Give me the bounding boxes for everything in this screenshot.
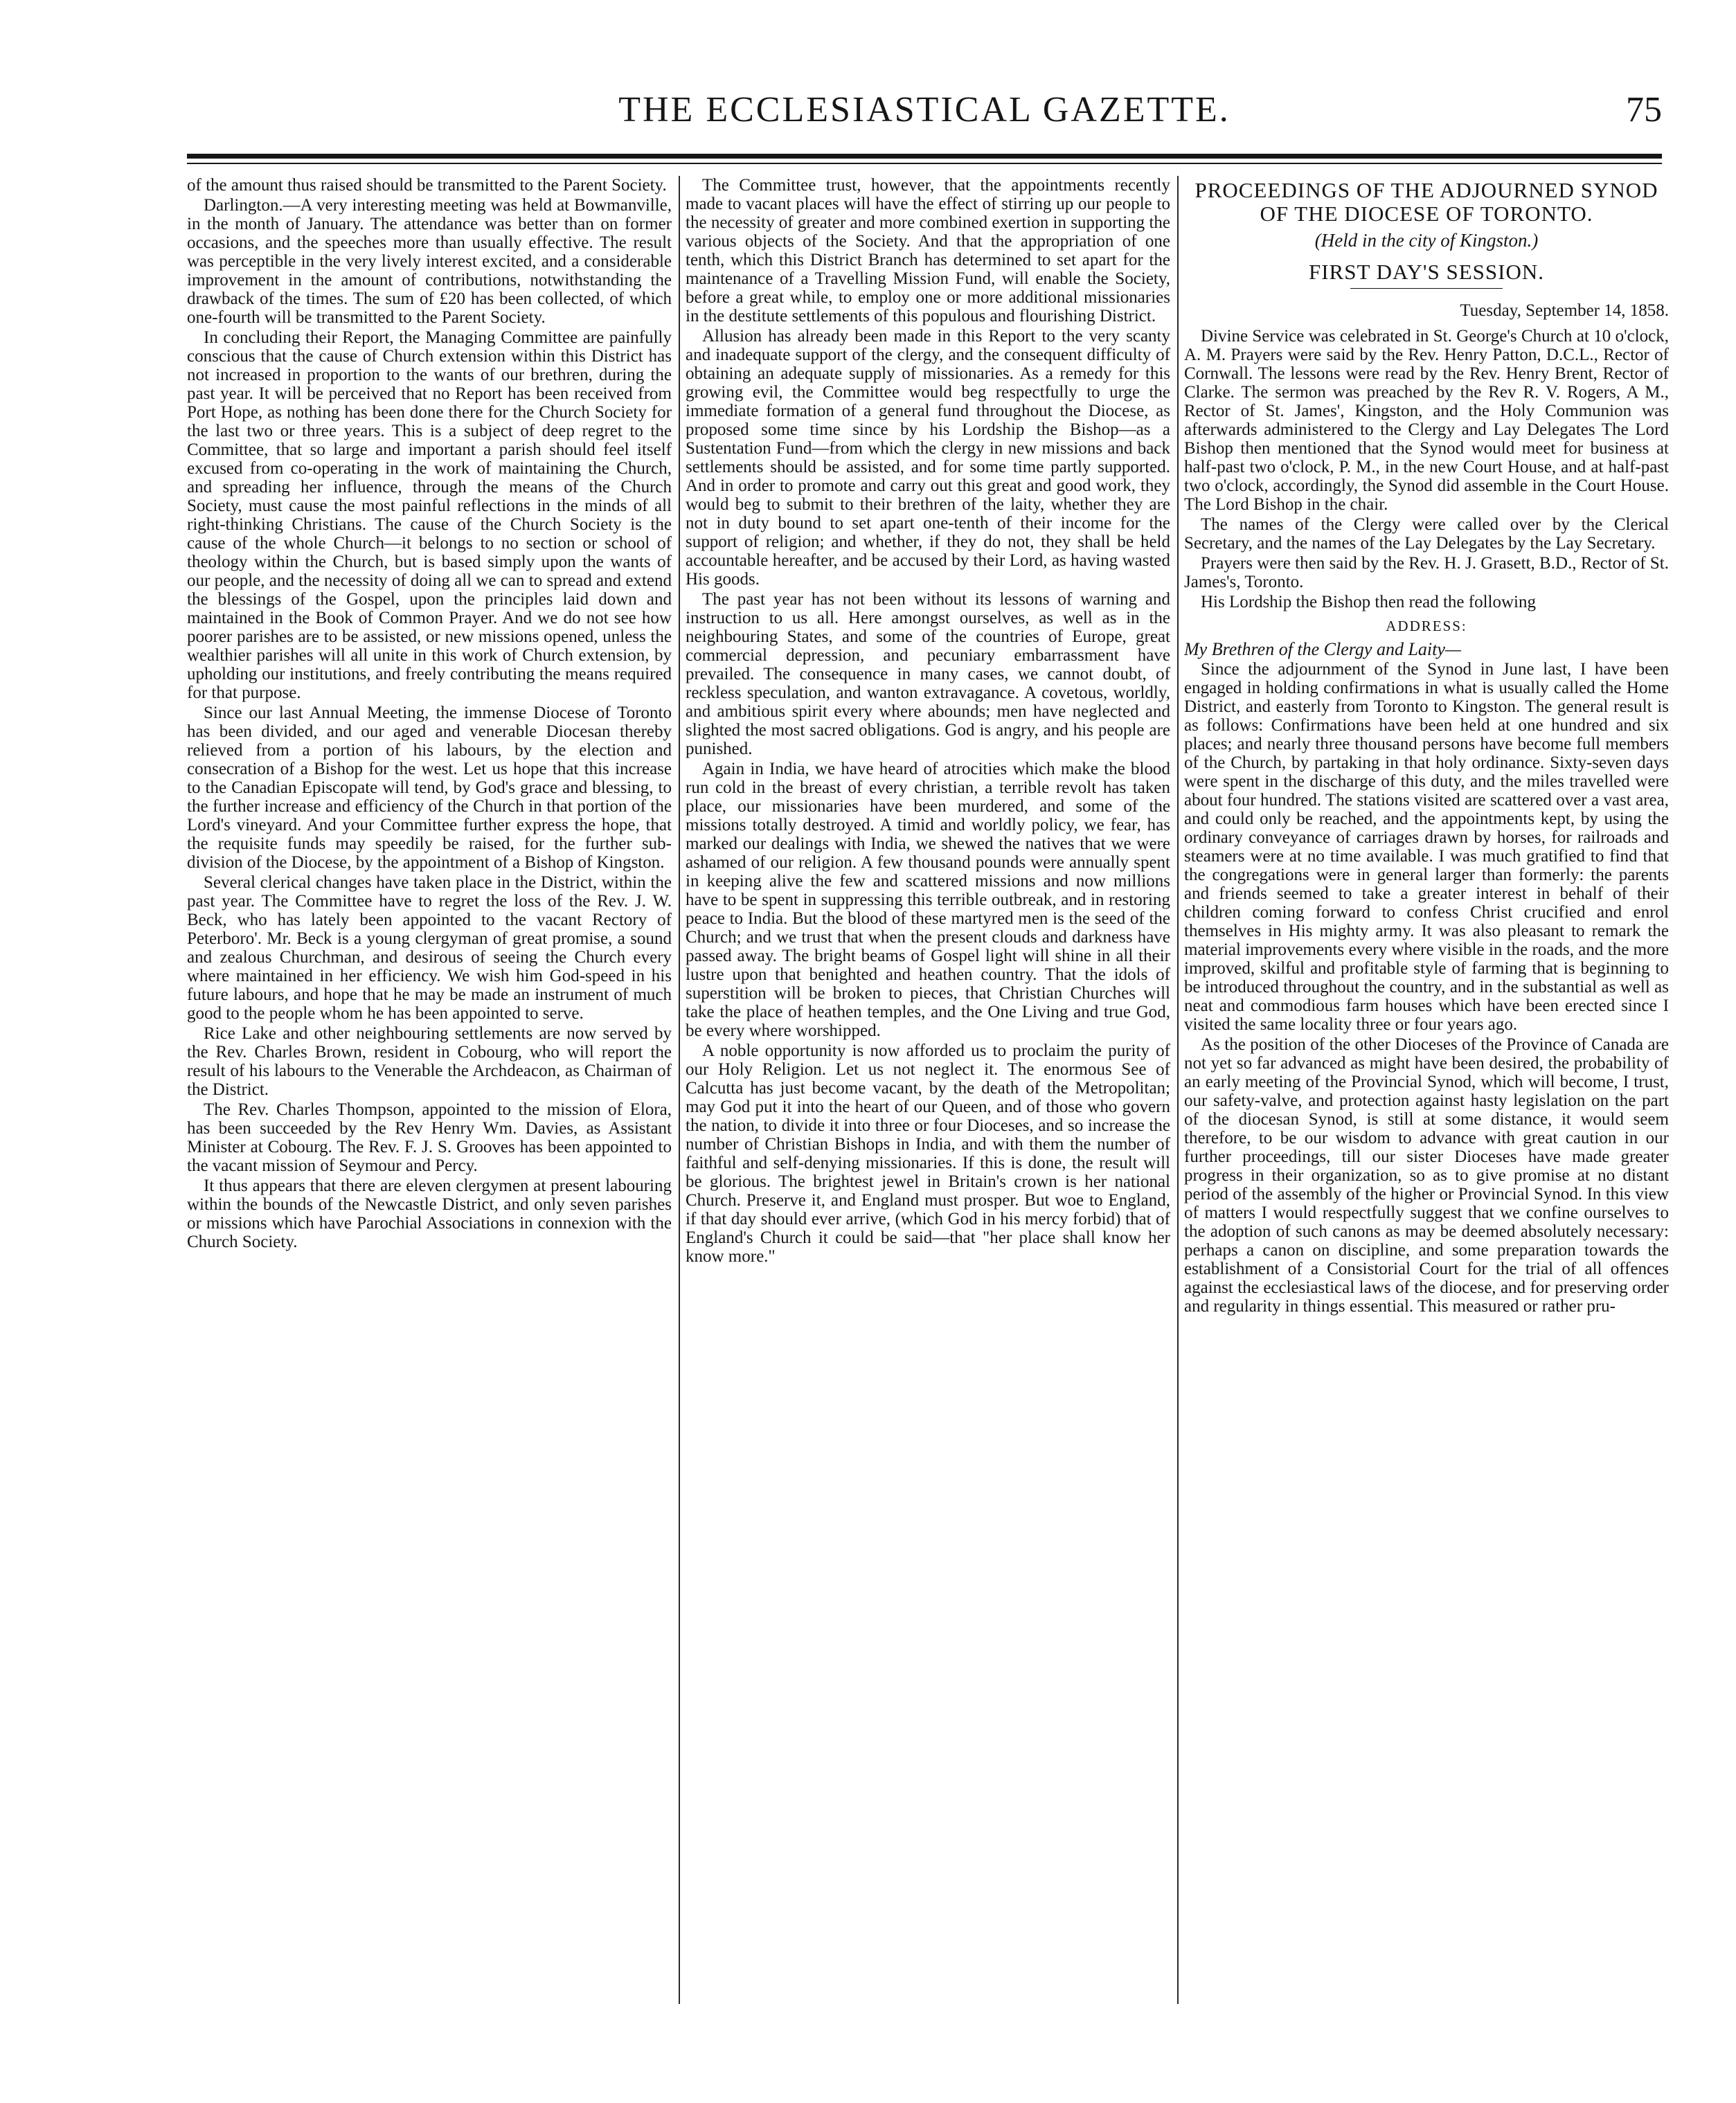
- header-rule-thick: [187, 154, 1662, 159]
- header-rule-thin: [187, 163, 1662, 164]
- paragraph: of the amount thus raised should be transmitted to the Parent Society.: [187, 176, 667, 195]
- paragraph: Rice Lake and other neighbouring settlements are now served by the Rev. Charles Brown, resident in Cobourg, who will report the result of his labours to the Venerable the Archdeacon, as Chairman of the District.: [187, 1024, 672, 1099]
- paragraph: Again in India, we have heard of atrocities which make the blood run cold in the breast of every christian, a terrible revolt has taken place, our missionaries have been murdered, and some of the missions totally destroyed. A timid and worldly policy, we fear, has marked our dealings with India, we shewed the natives that we were ashamed of our religion. A few thousand pounds were annually spent in keeping alive the few and scattered missions and now millions have to be spent in suppressing this terrible outbreak, and in restoring peace to India. But the blood of these martyred men is the seed of the Church; and we trust that when the present clouds and darkness have passed away. The bright beams of Gospel light will shine in all their lustre upon that benighted and heathen country. That the idols of superstition will be broken to pieces, that Christian Churches will take the place of heathen temples, and the One Living and true God, be every where worshipped.: [686, 760, 1170, 1040]
- paragraph: It thus appears that there are eleven clergymen at present labouring within the bounds of the Newcastle District, and only seven parishes or missions which have Parochial Associations in connexion with the Church Society.: [187, 1176, 672, 1251]
- paragraph: His Lordship the Bishop then read the following: [1201, 593, 1536, 611]
- dateline: Tuesday, September 14, 1858.: [1460, 301, 1669, 320]
- masthead: THE ECCLESIASTICAL GAZETTE.: [618, 90, 1231, 129]
- column-divider: [1177, 176, 1179, 2004]
- paragraph: Darlington.—A very interesting meeting was held at Bowmanville, in the month of January. The attendance was better than on former occasions, and the speeches more than usually effective. The result was perceptible in the very lively interest excited, and a considerable improvement in the amount of contributions, notwithstanding the drawback of the times. The sum of £20 has been collected, of which one-fourth will be transmitted to the Parent Society.: [187, 196, 672, 327]
- paragraph: As the position of the other Dioceses of the Province of Canada are not yet so far advanced as might have been desired, the probability of an early meeting of the Provincial Synod, which will become, I trust, our safety-valve, and protection against hasty legislation on the part of the diocesan Synod, is still at some distance, it would seem therefore, to be our wisdom to advance with great caution in our further proceedings, till our sister Dioceses have made greater progress in their organization, so as to give promise at no distant period of the assembly of the higher or Provincial Synod. In this view of matters I would respectfully suggest that we confine ourselves to the adoption of such canons as may be deemed absolutely necessary: perhaps a canon on discipline, and some preparation towards the establishment of a Consistorial Court for the trial of all offences against the ecclesiastical laws of the diocese, and for preserving order and regularity in things essential. This measured or rather pru-: [1184, 1035, 1669, 1316]
- salutation: My Brethren of the Clergy and Laity—: [1184, 639, 1462, 659]
- section-rule: [1350, 288, 1503, 289]
- session-heading: FIRST DAY'S SESSION.: [1308, 260, 1544, 284]
- paragraph: The Rev. Charles Thompson, appointed to the mission of Elora, has been succeeded by the Rev Henry Wm. Davies, as Assistant Minister at Cobourg. The Rev. F. J. S. Grooves has been appointed to the vacant mission of Seymour and Percy.: [187, 1100, 672, 1175]
- paragraph: Since our last Annual Meeting, the immense Diocese of Toronto has been divided, and our aged and venerable Diocesan thereby relieved from a portion of his labours, by the election and consecration of a Bishop for the west. Let us hope that this increase to the Canadian Episcopate will tend, by God's grace and blessing, to the further increase and efficiency of the Church in that portion of the Lord's vineyard. And your Committee further express the hope, that the requisite funds may speedily be raised, for the further sub-division of the Diocese, by the appointment of a Bishop of Kingston.: [187, 704, 672, 872]
- page-number: 75: [1626, 90, 1662, 129]
- paragraph: Allusion has already been made in this Report to the very scanty and inadequate support of the clergy, and the consequent difficulty of obtaining an adequate supply of missionaries. As a remedy for this growing evil, the Committee would beg respectfully to urge the immediate formation of a general fund throughout the Diocese, as proposed some time since by his Lordship the Bishop—as a Sustentation Fund—from which the clergy in new missions and back settlements should be assisted, and for some time partly supported. And in order to promote and carry out this great and good work, they would beg to submit to their brethren of the laity, whether they are not in duty bound to set apart one-tenth of their income for the support of religion; and whether, if they do not, they shall be held accountable hereafter, and be accused by their Lord, as having wasted His goods.: [686, 327, 1170, 589]
- column-1: [187, 176, 672, 2004]
- article-title: PROCEEDINGS OF THE ADJOURNED SYNOD OF THE DIOCESE OF TORONTO.: [1194, 178, 1658, 226]
- paragraph: The names of the Clergy were called over by the Clerical Secretary, and the names of the Lay Delegates by the Lay Secretary.: [1184, 515, 1669, 553]
- page-header: [187, 86, 1662, 134]
- paragraph: Divine Service was celebrated in St. George's Church at 10 o'clock, A. M. Prayers were said by the Rev. Henry Patton, D.C.L., Rector of Cornwall. The lessons were read by the Rev. Henry Brent, Rector of Clarke. The sermon was preached by the Rev R. V. Rogers, A M., Rector of St. James', Kingston, and the Holy Communion was afterwards administered to the Clergy and Lay Delegates The Lord Bishop then mentioned that the Synod would meet for business at half-past two o'clock, P. M., in the new Court House, and at half-past two o'clock, accordingly, the Synod did assemble in the Court House. The Lord Bishop in the chair.: [1184, 327, 1669, 514]
- column-2: [686, 176, 1170, 2004]
- column-3: [1184, 176, 1669, 2004]
- paragraph: Since the adjournment of the Synod in June last, I have been engaged in holding confirmations in what is usually called the Home District, and easterly from Toronto to Kingston. The general result is as follows: Confirmations have been held at one hundred and six places; and nearly three thousand persons have become full members of the Church, by partaking in that holy ordinance. Sixty-seven days were spent in the discharge of this duty, and the miles travelled were about four hundred. The stations visited are scattered over a vast area, and could only be reached, and the appointments kept, by using the ordinary conveyance of carriages drawn by horses, for railroads and steamers were at no time available. I was much gratified to find that the congregations were in general larger than formerly: the parents and friends seemed to take a greater interest in behalf of their children coming forward to confess Christ crucified and enrol themselves in His mighty army. It was also pleasant to remark the material improvements every where visible in the roads, and the more improved, skilful and profitable style of farming that is beginning to be introduced throughout the country, and in the substantial as well as neat and commodious farm houses which have been erected since I visited the same locality three or four years ago.: [1184, 660, 1669, 1034]
- paragraph: The past year has not been without its lessons of warning and instruction to us all. Here amongst ourselves, as well as in the neighbouring States, and some of the countries of Europe, great commercial depression, and pecuniary embarrassment have prevailed. The consequence in many cases, we cannot doubt, of reckless speculation, and wanton extravagance. A covetous, worldly, and ambitious spirit every where abounds; men have neglected and slighted the most sacred obligations. God is angry, and his people are punished.: [686, 590, 1170, 758]
- paragraph: The Committee trust, however, that the appointments recently made to vacant places will have the effect of stirring up our people to the necessity of greater and more combined exertion in supporting the various objects of the Society. And that the appropriation of one tenth, which this District Branch has determined to set apart for the maintenance of a Travelling Mission Fund, will enable the Society, before a great while, to employ one or more additional missionaries in the destitute settlements of this populous and flourishing District.: [686, 176, 1170, 325]
- paragraph: A noble opportunity is now afforded us to proclaim the purity of our Holy Religion. Let us not neglect it. The enormous See of Calcutta has just become vacant, by the death of the Metropolitan; may God put it into the heart of our Queen, and of those who govern the nation, to divide it into three or four Dioceses, and so increase the number of Christian Bishops in India, and with them the number of faithful and self-denying missionaries. If this is done, the result will be glorious. The brightest jewel in Britain's crown is her national Church. Preserve it, and England must prosper. But woe to England, if that day should ever arrive, (which God in his mercy forbid) that of England's Church it could be said—that "her place shall know her know more.": [686, 1041, 1170, 1266]
- paragraph: Several clerical changes have taken place in the District, within the past year. The Committee have to regret the loss of the Rev. J. W. Beck, who has lately been appointed to the vacant Rectory of Peterboro'. Mr. Beck is a young clergyman of great promise, a sound and zealous Churchman, and desirous of seeing the Church every where maintained in her efficiency. We wish him God-speed in his future labours, and hope that he may be made an instrument of much good to the people whom he has been appointed to serve.: [187, 873, 672, 1023]
- paragraph: In concluding their Report, the Managing Committee are painfully conscious that the cause of Church extension within this District has not increased in proportion to the wants of our brethren, during the past year. It will be perceived that no Report has been received from Port Hope, as nothing has been done there for the Church Society for the last two or three years. This is a subject of deep regret to the Committee, that so large and important a parish should feel itself excused from co-operating in the work of maintaining the Church, and spreading her influence, through the means of the Church Society, must cause the most painful reflections in the minds of all right-thinking Christians. The cause of the Church Society is the cause of the whole Church—it belongs to no section or school of theology within the Church, but is based simply upon the wants of our people, and the necessity of doing all we can to spread and extend the blessings of the Gospel, upon the principles laid down and maintained in the Book of Common Prayer. And we do not see how poorer parishes are to be assisted, or new missions opened, unless the wealthier parishes will all unite in this work of Church extension, by upholding our institutions, and freely contributing the means required for that purpose.: [187, 328, 672, 702]
- column-divider: [679, 176, 680, 2004]
- paragraph: Prayers were then said by the Rev. H. J. Grasett, B.D., Rector of St. James's, Toronto.: [1184, 554, 1669, 591]
- address-heading: ADDRESS:: [1386, 618, 1467, 634]
- article-subtitle: (Held in the city of Kingston.): [1314, 230, 1539, 251]
